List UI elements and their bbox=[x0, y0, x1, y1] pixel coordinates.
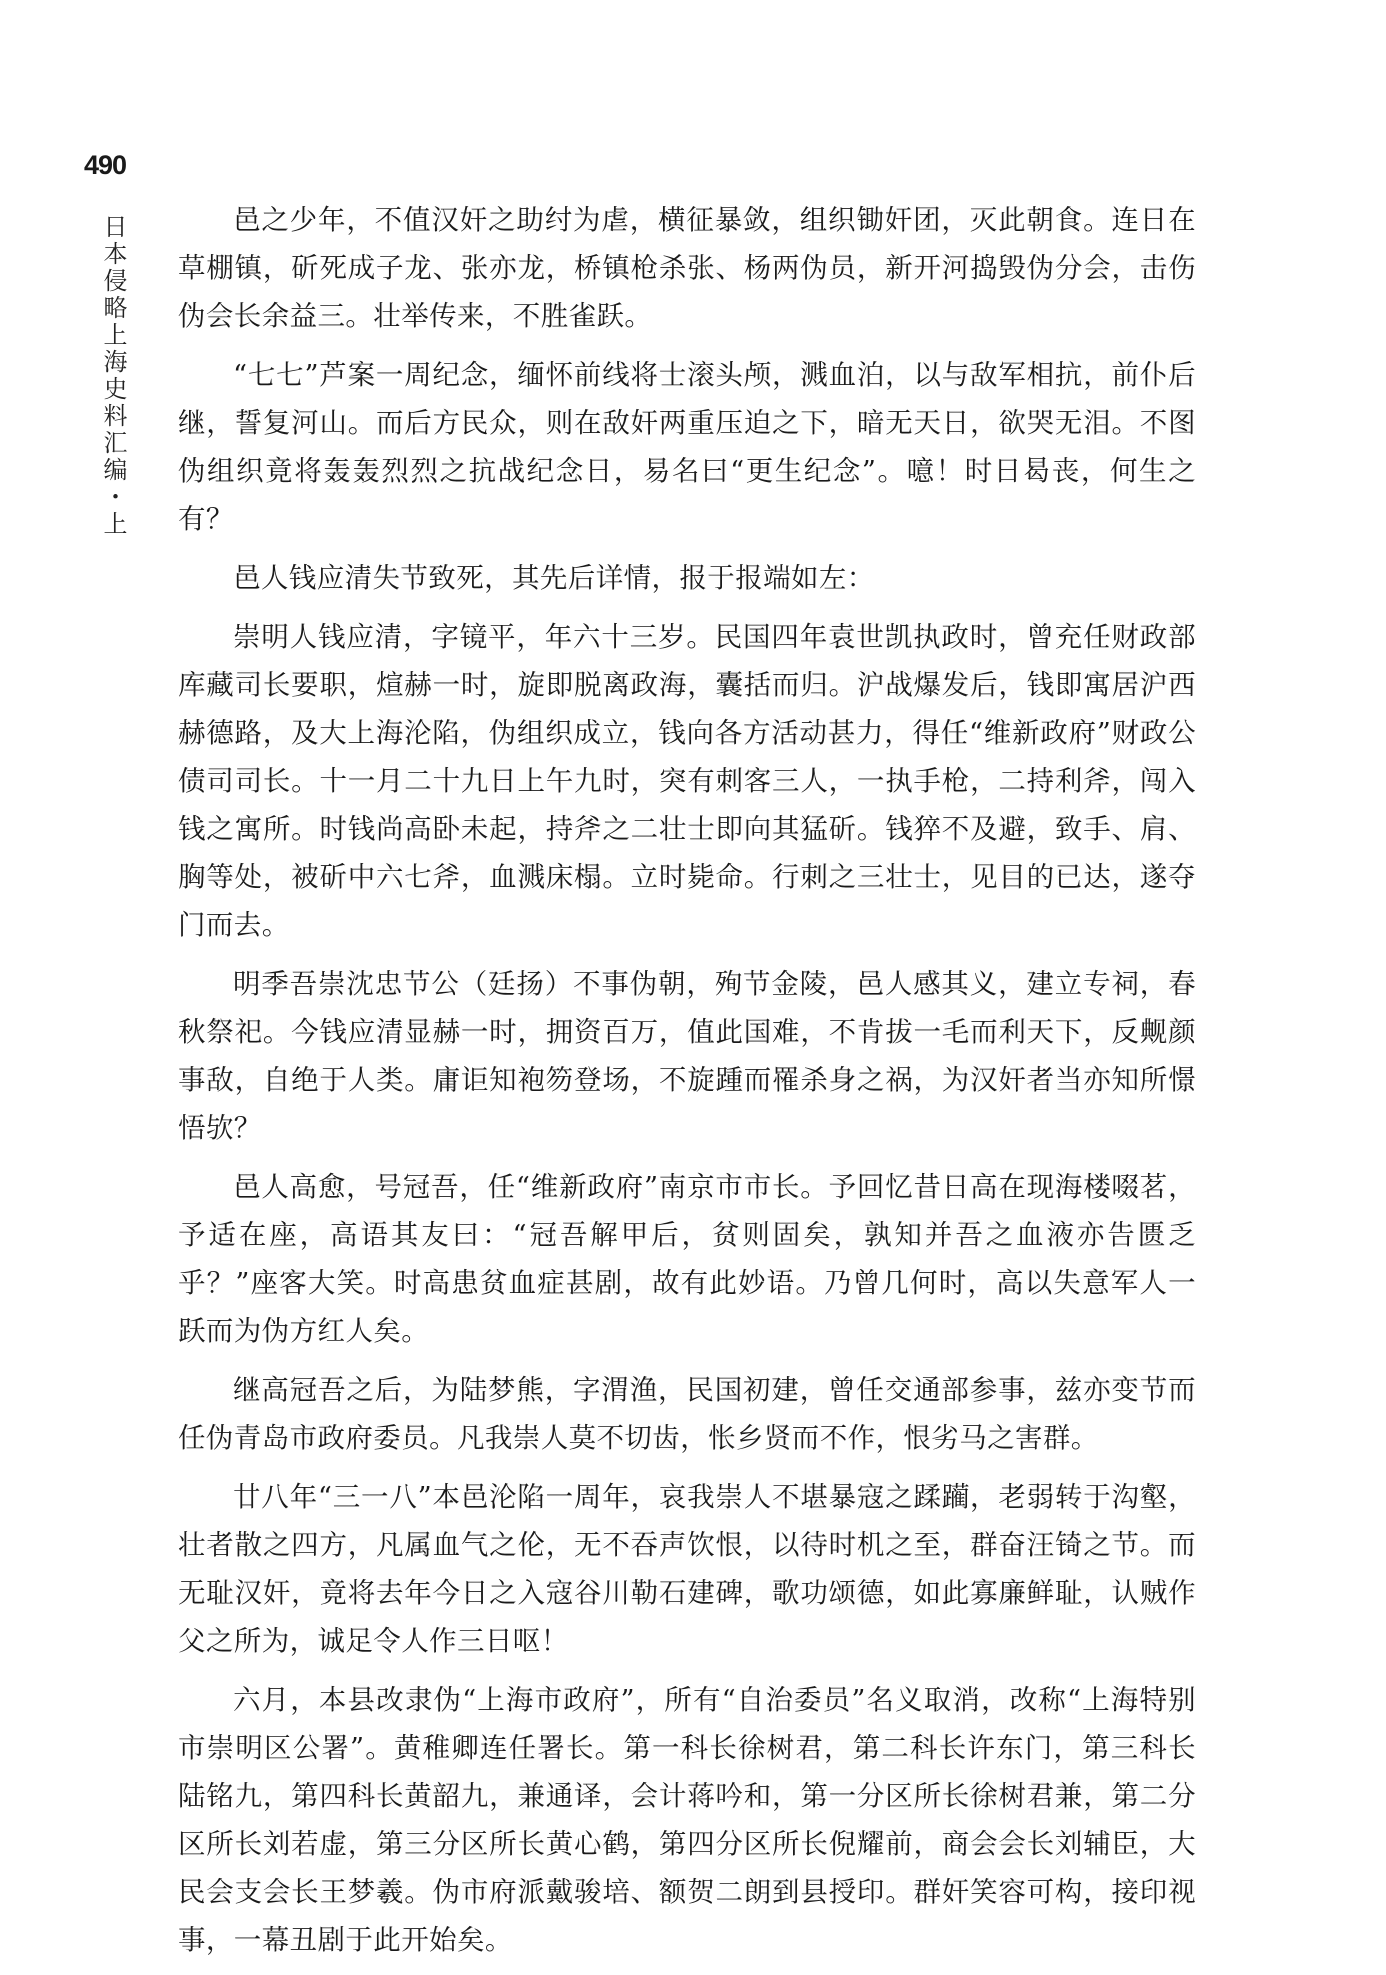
paragraph: 六月，本县改隶伪“上海市政府”，所有“自治委员”名义取消，改称“上海特别市崇明区公署”。黄稚卿连任署长。第一科长徐树君，第二科长许东门，第三科长陆铭九，第四科长黄韶九，兼通译，会计蒋吟和，第一分区所长徐树君兼，第二分区所长刘若虚，第三分区所长黄心鹤，第四分区所长倪耀前，商会会长刘辅臣，大民会支会长王梦羲。伪市府派戴骏培、额贺二朗到县授印。群奸笑容可构，接印视事，一幕丑剧于此开始矣。 bbox=[178, 1684, 1196, 1956]
paragraph: 邑人高愈，号冠吾，任“维新政府”南京市市长。予回忆昔日高在现海楼啜茗，予适在座，高语其友曰：“冠吾解甲后，贫则固矣，孰知并吾之血液亦告匮乏乎？”座客大笑。时高患贫血症甚剧，故有此妙语。乃曾几何时，高以失意军人一跃而为伪方红人矣。 bbox=[178, 1171, 1196, 1347]
paragraph: 继高冠吾之后，为陆梦熊，字渭渔，民国初建，曾任交通部参事，兹亦变节而任伪青岛市政府委员。凡我崇人莫不切齿，怅乡贤而不作，恨劣马之害群。 bbox=[178, 1374, 1196, 1454]
running-title: 日本侵略上海史料汇编・上 bbox=[99, 214, 127, 538]
paragraph: 明季吾崇沈忠节公（廷扬）不事伪朝，殉节金陵，邑人感其义，建立专祠，春秋祭祀。今钱应清显赫一时，拥资百万，值此国难，不肯拔一毛而利天下，反觍颜事敌，自绝于人类。庸讵知袍笏登场，不旋踵而罹杀身之祸，为汉奸者当亦知所憬悟欤？ bbox=[178, 968, 1196, 1144]
paragraph: “七七”芦案一周纪念，缅怀前线将士滚头颅，溅血泊，以与敌军相抗，前仆后继，誓复河山。而后方民众，则在敌奸两重压迫之下，暗无天日，欲哭无泪。不图伪组织竟将轰轰烈烈之抗战纪念日，易名曰“更生纪念”。噫！时日曷丧，何生之有？ bbox=[178, 359, 1196, 535]
paragraph: 廿八年“三一八”本邑沦陷一周年，哀我崇人不堪暴寇之蹂躏，老弱转于沟壑，壮者散之四方，凡属血气之伦，无不吞声饮恨，以待时机之至，群奋汪锜之节。而无耻汉奸，竟将去年今日之入寇谷川勒石建碑，歌功颂德，如此寡廉鲜耻，认贼作父之所为，诚足令人作三日呕！ bbox=[178, 1481, 1196, 1657]
paragraph: 邑之少年，不值汉奸之助纣为虐，横征暴敛，组织锄奸团，灭此朝食。连日在草棚镇，斫死成子龙、张亦龙，桥镇枪杀张、杨两伪员，新开河捣毁伪分会，击伤伪会长余益三。壮举传来，不胜雀跃。 bbox=[178, 204, 1196, 332]
body-text bbox=[178, 196, 1196, 1975]
page-number: 490 bbox=[84, 150, 127, 180]
paragraph: 邑人钱应清失节致死，其先后详情，报于报端如左： bbox=[233, 562, 875, 594]
paragraph: 崇明人钱应清，字镜平，年六十三岁。民国四年袁世凯执政时，曾充任财政部库藏司长要职，煊赫一时，旋即脱离政海，囊括而归。沪战爆发后，钱即寓居沪西赫德路，及大上海沦陷，伪组织成立，钱向各方活动甚力，得任“维新政府”财政公债司司长。十一月二十九日上午九时，突有刺客三人，一执手枪，二持利斧，闯入钱之寓所。时钱尚高卧未起，持斧之二壮士即向其猛斫。钱猝不及避，致手、肩、胸等处，被斫中六七斧，血溅床榻。立时毙命。行刺之三壮士，见目的已达，遂夺门而去。 bbox=[178, 621, 1196, 941]
